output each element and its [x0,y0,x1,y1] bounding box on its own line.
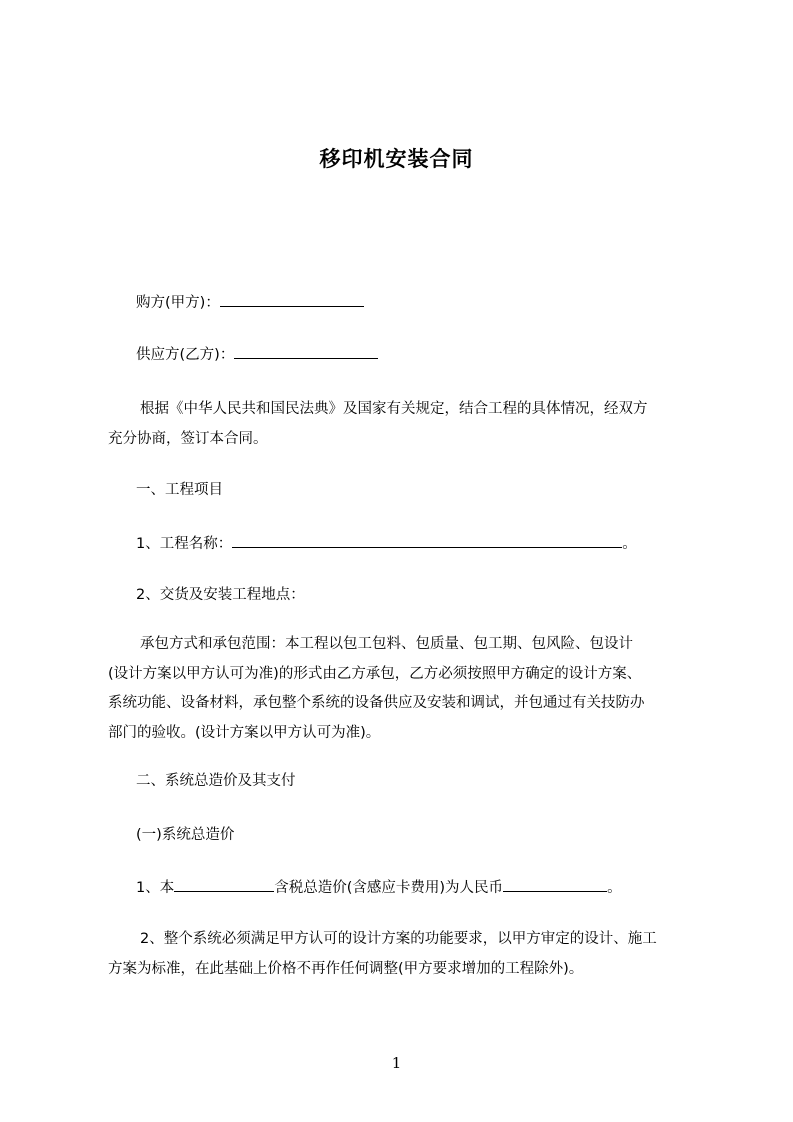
price-middle: 含税总造价(含感应卡费用)为人民币 [274,880,504,896]
buyer-line [136,292,364,313]
buyer-blank [220,292,364,307]
price-prefix: 1、本 [136,880,175,896]
section1-heading: 一、工程项目 [136,482,223,498]
requirement-line-2: 方案为标准，在此基础上价格不再作任何调整(甲方要求增加的工程除外)。 [108,960,584,977]
preamble-paragraph [108,395,708,454]
scope-line-1: 承包方式和承包范围：本工程以包工包料、包质量、包工期、包风险、包设计 [140,636,633,652]
buyer-label: 购方(甲方)： [136,295,220,311]
scope-paragraph [108,630,708,748]
price-end: 。 [607,880,622,896]
preamble-line-2: 充分协商，签订本合同。 [108,430,268,447]
item1-end: 。 [622,536,637,552]
price-line [136,877,622,898]
scope-line-3: 系统功能、设备材料，承包整个系统的设备供应及安装和调试，并包通过有关技防办 [108,695,645,711]
supplier-label: 供应方(乙方)： [136,347,235,363]
document-title: 移印机安装合同 [319,147,474,171]
item1-line [136,533,637,554]
supplier-blank [234,344,378,359]
subsection1-heading: (一)系统总造价 [136,827,235,843]
scope-line-2: (设计方案以甲方认可为准)的形式由乙方承包，乙方必须按照甲方确定的设计方案、 [108,665,642,682]
requirement-paragraph [108,925,708,984]
scope-line-4: 部门的验收。(设计方案以甲方认可为准)。 [108,724,381,741]
supplier-line [136,344,378,365]
amount-blank [503,877,607,892]
project-blank [174,877,274,892]
section2-heading: 二、系统总造价及其支付 [136,773,296,789]
requirement-line-1: 2、整个系统必须满足甲方认可的设计方案的功能要求，以甲方审定的设计、施工 [140,931,657,947]
item1-label: 1、工程名称： [136,536,233,552]
project-name-blank [232,533,622,548]
preamble-line-1: 根据《中华人民共和国民法典》及国家有关规定，结合工程的具体情况，经双方 [140,401,648,417]
item2-line: 2、交货及安装工程地点： [136,587,305,603]
page-number: 1 [391,1054,402,1072]
